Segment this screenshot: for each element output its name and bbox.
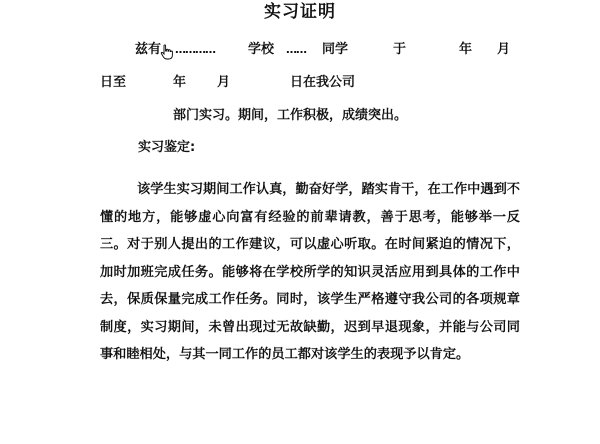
student-name-blank[interactable]: …… — [286, 43, 306, 56]
start-month-label: 月 — [497, 42, 511, 57]
appraisal-label: 实习鉴定: — [138, 140, 196, 155]
start-year-label: 年 — [459, 42, 473, 57]
end-month-label: 月 — [217, 75, 231, 90]
student-label: 同学 — [322, 42, 349, 57]
school-name-blank[interactable]: ………… — [175, 43, 215, 56]
department-sentence: 部门实习。期间，工作积极，成绩突出。 — [173, 108, 408, 123]
school-label: 学校 — [248, 42, 275, 57]
salutation-text: 兹有 — [135, 42, 162, 57]
company-text: 日在我公司 — [290, 75, 356, 90]
end-day-to-label: 日至 — [100, 75, 127, 90]
document-title: 实习证明 — [264, 2, 336, 22]
appraisal-paragraph: 该学生实习期间工作认真，勤奋好学，踏实肯干，在工作中遇到不懂的地方，能够虚心向富有经验的前辈请教，善于思考，能够举一反三。对于别人提出的工作建议，可以虚心听取。在时间紧迫的情况下，加时加班完成任务。能够将在学校所学的知识灵活应用到具体的工作中去，保质保量完成工作任务。同时，该学生严格遵守我公司的各项规章制度，实习期间，未曾出现过无故缺勤，迟到早退现象，并能与公司同事和睦相处，与其一同工作的员工都对该学生的表现予以肯定。 — [100, 182, 520, 362]
from-label: 于 — [393, 42, 407, 57]
hand-cursor-icon — [160, 44, 174, 60]
end-year-label: 年 — [173, 75, 187, 90]
